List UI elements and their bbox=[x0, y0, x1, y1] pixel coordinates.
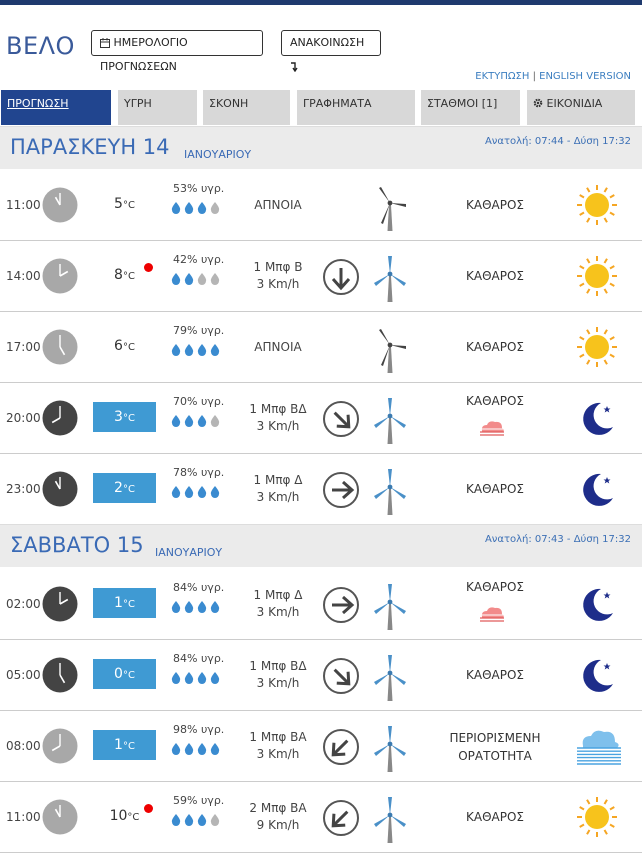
humidity-drops-icon bbox=[171, 341, 223, 360]
temperature-value: 8 bbox=[114, 267, 123, 283]
wind-info bbox=[238, 729, 318, 763]
heat-indicator-icon bbox=[144, 804, 153, 813]
sky-condition bbox=[430, 578, 560, 596]
sky-condition-line: ΚΑΘΑΡΟΣ bbox=[466, 198, 524, 212]
moon-icon bbox=[575, 653, 619, 701]
wind-direction-arrow-icon bbox=[322, 400, 360, 442]
humidity-drops-icon bbox=[171, 270, 223, 289]
sky-condition bbox=[430, 666, 560, 684]
temperature-unit: °C bbox=[127, 812, 140, 823]
heat-indicator-icon bbox=[144, 263, 153, 272]
temperature-value: 10 bbox=[109, 808, 128, 824]
moon-icon bbox=[575, 396, 619, 444]
temperature-value: 2 bbox=[114, 480, 123, 496]
wind-info bbox=[238, 197, 318, 214]
forecast-row bbox=[0, 782, 642, 853]
moon-icon bbox=[575, 582, 619, 630]
tab-dust[interactable] bbox=[203, 90, 290, 125]
sky-condition-line: ΚΑΘΑΡΟΣ bbox=[466, 269, 524, 283]
gear-icon bbox=[533, 98, 543, 108]
humidity-drops-icon bbox=[171, 669, 223, 688]
clock-icon bbox=[42, 400, 78, 440]
wind-info bbox=[238, 472, 318, 506]
humidity-drops-icon bbox=[171, 740, 223, 759]
temperature-value: 3 bbox=[114, 409, 123, 425]
clock-icon bbox=[42, 657, 78, 697]
sky-condition bbox=[430, 729, 560, 765]
tab-label: ΠΡΟΓΝΩΣΗ bbox=[7, 97, 69, 110]
forecast-row bbox=[0, 383, 642, 454]
day-name: ΣΑΒΒΑΤΟ 15 bbox=[10, 533, 144, 557]
wind-turbine-icon bbox=[372, 582, 408, 634]
wind-turbine-icon bbox=[372, 653, 408, 705]
humidity-value: 78% υγρ. bbox=[173, 466, 225, 479]
clock-icon bbox=[42, 728, 78, 768]
wind-beaufort: 1 Μπφ ΒΔ bbox=[249, 402, 307, 416]
print-link[interactable]: ΕΚΤΥΠΩΣΗ bbox=[475, 71, 530, 82]
english-version-link[interactable]: ENGLISH VERSION bbox=[539, 71, 631, 82]
clock-icon bbox=[42, 586, 78, 626]
temperature-value: 1 bbox=[114, 595, 123, 611]
wind-turbine-icon bbox=[372, 325, 408, 377]
tab-charts[interactable] bbox=[297, 90, 415, 125]
wind-beaufort: 1 Μπφ Δ bbox=[253, 588, 303, 602]
wind-info bbox=[238, 658, 318, 692]
temperature bbox=[93, 402, 156, 432]
wind-info bbox=[238, 339, 318, 356]
wind-info bbox=[238, 401, 318, 435]
forecast-row bbox=[0, 569, 642, 640]
clock-icon bbox=[42, 799, 78, 839]
forecast-row bbox=[0, 241, 642, 312]
sky-condition-line: ΚΑΘΑΡΟΣ bbox=[466, 810, 524, 824]
temperature bbox=[93, 659, 156, 689]
clock-icon bbox=[42, 329, 78, 369]
wind-speed: 3 Km/h bbox=[256, 419, 300, 433]
temperature bbox=[93, 730, 156, 760]
sky-condition bbox=[430, 338, 560, 356]
forecast-time: 20:00 bbox=[6, 411, 41, 425]
forecast-row bbox=[0, 640, 642, 711]
day-header bbox=[0, 126, 642, 169]
link-separator: | bbox=[532, 71, 536, 82]
sun-icon bbox=[575, 325, 619, 373]
wind-beaufort: 1 Μπφ Β bbox=[253, 260, 303, 274]
wind-turbine-icon bbox=[372, 724, 408, 776]
humidity-value: 70% υγρ. bbox=[173, 395, 225, 408]
forecast-calendar-button[interactable] bbox=[91, 30, 263, 73]
wind-direction-arrow-icon bbox=[322, 799, 360, 841]
fog-icon bbox=[575, 724, 623, 772]
temperature-value: 6 bbox=[114, 338, 123, 354]
tab-icons[interactable] bbox=[527, 90, 635, 125]
tab-label: ΣΚΟΝΗ bbox=[209, 97, 249, 110]
sky-condition-line: ΚΑΘΑΡΟΣ bbox=[466, 668, 524, 682]
forecast-time: 08:00 bbox=[6, 739, 41, 753]
sun-icon bbox=[575, 795, 619, 843]
temperature-unit: °C bbox=[122, 741, 135, 752]
forecast-time: 11:00 bbox=[6, 198, 41, 212]
wind-turbine-icon bbox=[372, 183, 408, 235]
wind-direction-arrow-icon bbox=[322, 657, 360, 699]
wind-direction-arrow-icon bbox=[322, 258, 360, 300]
forecast-row bbox=[0, 454, 642, 525]
wind-info bbox=[238, 259, 318, 293]
clock-icon bbox=[42, 258, 78, 298]
wind-info bbox=[238, 587, 318, 621]
forecast-time: 23:00 bbox=[6, 482, 41, 496]
temperature-unit: °C bbox=[122, 342, 135, 353]
sky-condition-line: ΟΡΑΤΟΤΗΤΑ bbox=[458, 749, 532, 763]
sky-condition-line: ΚΑΘΑΡΟΣ bbox=[466, 482, 524, 496]
sky-condition-line: ΚΑΘΑΡΟΣ bbox=[466, 580, 524, 594]
humidity-value: 79% υγρ. bbox=[173, 324, 225, 337]
wind-speed: 3 Km/h bbox=[256, 747, 300, 761]
sky-condition bbox=[430, 480, 560, 498]
forecast-time: 02:00 bbox=[6, 597, 41, 611]
temperature bbox=[93, 189, 156, 219]
announcement-button-label: ΑΝΑΚΟΙΝΩΣΗ bbox=[290, 36, 365, 49]
forecast-time: 14:00 bbox=[6, 269, 41, 283]
humidity-drops-icon bbox=[171, 483, 223, 502]
wind-direction-arrow-icon bbox=[322, 471, 360, 513]
humidity-drops-icon bbox=[171, 811, 223, 830]
calendar-icon bbox=[100, 38, 110, 48]
day-month: ΙΑΝΟΥΑΡΙΟΥ bbox=[155, 546, 223, 559]
day-header bbox=[0, 524, 642, 567]
wind-turbine-icon bbox=[372, 795, 408, 847]
temperature-value: 0 bbox=[114, 666, 123, 682]
temperature-value: 5 bbox=[114, 196, 123, 212]
humidity-value: 42% υγρ. bbox=[173, 253, 225, 266]
tab-label: ΣΤΑΘΜΟΙ [1] bbox=[427, 97, 498, 110]
tab-humidity[interactable] bbox=[118, 90, 197, 125]
sun-icon bbox=[575, 254, 619, 302]
wind-speed: 9 Km/h bbox=[256, 818, 300, 832]
temperature-value: 1 bbox=[114, 737, 123, 753]
wind-beaufort: ΑΠΝΟΙΑ bbox=[254, 198, 302, 212]
town-title: ΒΕΛΟ bbox=[6, 32, 75, 60]
clock-icon bbox=[42, 187, 78, 227]
haze-cloud-icon bbox=[479, 419, 505, 441]
temperature-unit: °C bbox=[122, 484, 135, 495]
humidity-value: 53% υγρ. bbox=[173, 182, 225, 195]
humidity-drops-icon bbox=[171, 199, 223, 218]
wind-speed: 3 Km/h bbox=[256, 605, 300, 619]
day-month: ΙΑΝΟΥΑΡΙΟΥ bbox=[184, 148, 252, 161]
forecast-row bbox=[0, 711, 642, 782]
sky-condition-line: ΠΕΡΙΟΡΙΣΜΕΝΗ bbox=[449, 731, 541, 745]
temperature bbox=[93, 588, 156, 618]
wind-info bbox=[238, 800, 318, 834]
wind-turbine-icon bbox=[372, 396, 408, 448]
humidity-value: 98% υγρ. bbox=[173, 723, 225, 736]
humidity-drops-icon bbox=[171, 598, 223, 617]
wind-beaufort: 2 Μπφ ΒΑ bbox=[249, 801, 307, 815]
header-links bbox=[475, 71, 631, 82]
temperature-unit: °C bbox=[122, 413, 135, 424]
calendar-button-label: ΗΜΕΡΟΛΟΓΙΟ ΠΡΟΓΝΩΣΕΩΝ bbox=[100, 36, 188, 73]
temperature-unit: °C bbox=[122, 271, 135, 282]
tab-stations[interactable] bbox=[421, 90, 520, 125]
turn-down-arrow-icon bbox=[290, 62, 298, 72]
day-name: ΠΑΡΑΣΚΕΥΗ 14 bbox=[10, 135, 170, 159]
haze-cloud-icon bbox=[479, 605, 505, 627]
wind-direction-arrow-icon bbox=[322, 586, 360, 628]
tab-label: ΓΡΑΦΗΜΑΤΑ bbox=[303, 97, 372, 110]
sky-condition bbox=[430, 267, 560, 285]
wind-direction-arrow-icon bbox=[322, 728, 360, 770]
forecast-row bbox=[0, 312, 642, 383]
wind-speed: 3 Km/h bbox=[256, 676, 300, 690]
sky-condition bbox=[430, 808, 560, 826]
announcement-button[interactable] bbox=[281, 30, 381, 56]
moon-icon bbox=[575, 467, 619, 515]
sky-condition-line: ΚΑΘΑΡΟΣ bbox=[466, 394, 524, 408]
temperature-unit: °C bbox=[122, 670, 135, 681]
forecast-time: 17:00 bbox=[6, 340, 41, 354]
temperature-unit: °C bbox=[122, 200, 135, 211]
forecast-row bbox=[0, 170, 642, 241]
wind-turbine-icon bbox=[372, 467, 408, 519]
sky-condition-line: ΚΑΘΑΡΟΣ bbox=[466, 340, 524, 354]
sky-condition bbox=[430, 392, 560, 410]
wind-turbine-icon bbox=[372, 254, 408, 306]
humidity-value: 59% υγρ. bbox=[173, 794, 225, 807]
forecast-time: 11:00 bbox=[6, 810, 41, 824]
wind-beaufort: 1 Μπφ ΒΔ bbox=[249, 659, 307, 673]
wind-beaufort: 1 Μπφ Δ bbox=[253, 473, 303, 487]
forecast-time: 05:00 bbox=[6, 668, 41, 682]
tab-forecast[interactable] bbox=[1, 90, 111, 125]
humidity-value: 84% υγρ. bbox=[173, 652, 225, 665]
temperature bbox=[93, 473, 156, 503]
sunrise-sunset: Ανατολή: 07:43 - Δύση 17:32 bbox=[484, 534, 631, 545]
tab-label: ΥΓΡΗ bbox=[124, 97, 152, 110]
wind-beaufort: ΑΠΝΟΙΑ bbox=[254, 340, 302, 354]
humidity-value: 84% υγρ. bbox=[173, 581, 225, 594]
sunrise-sunset: Ανατολή: 07:44 - Δύση 17:32 bbox=[484, 136, 631, 147]
wind-beaufort: 1 Μπφ ΒΑ bbox=[249, 730, 307, 744]
clock-icon bbox=[42, 471, 78, 511]
temperature-unit: °C bbox=[122, 599, 135, 610]
wind-speed: 3 Km/h bbox=[256, 490, 300, 504]
sky-condition bbox=[430, 196, 560, 214]
tab-label: ΕΙΚΟΝΙΔΙΑ bbox=[546, 97, 603, 110]
wind-speed: 3 Km/h bbox=[256, 277, 300, 291]
page-header bbox=[0, 5, 642, 90]
humidity-drops-icon bbox=[171, 412, 223, 431]
tab-bar bbox=[0, 90, 642, 125]
sun-icon bbox=[575, 183, 619, 231]
temperature bbox=[93, 331, 156, 361]
